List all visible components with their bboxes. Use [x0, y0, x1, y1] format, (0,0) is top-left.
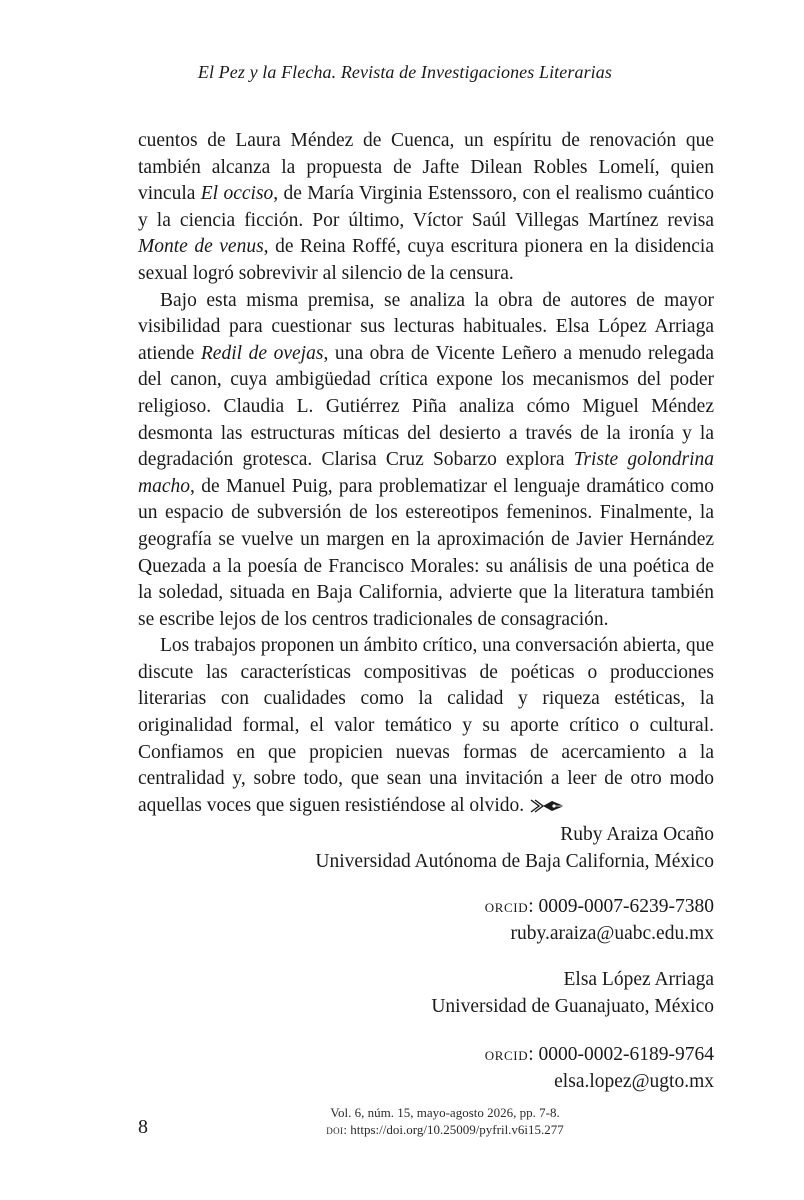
text-run: Bajo esta misma premisa, se analiza la obra de autores de mayor visibilidad para cuestionar sus lecturas habituales. Elsa López Arriaga atiende [138, 289, 714, 364]
orcid-id[interactable]: : 0009-0007-6239-7380 [528, 896, 714, 917]
orcid-label: orcid [484, 1044, 529, 1064]
orcid-line [154, 893, 714, 920]
paragraph-1 [138, 128, 714, 288]
orcid-id[interactable]: : 0000-0002-6189-9764 [528, 1044, 714, 1065]
doi-line [300, 1121, 590, 1138]
text-run: , de María Virginia Estenssoro, con el realismo cuántico y la ciencia ficción. Por último, Víctor Saúl Villegas Martínez revisa [138, 183, 714, 231]
contact-block-2 [154, 1041, 714, 1095]
text-run: Los trabajos proponen un ámbito crítico, una conversación abierta, que discute las características compositivas de poéticas o producciones literarias con cualidades como la calidad y riqueza estéticas, la originalidad formal, el valor temático y su aporte crítico o cultural. Confiamos en que propicien nuevas formas de acercamiento a la centralidad y, sobre todo, que sean una invitación a leer de otro modo aquellas voces que siguen resistiéndose al olvido. [138, 635, 714, 816]
italic-title: Triste golondrina macho [138, 449, 714, 497]
author-affiliation: Universidad de Guanajuato, México [431, 996, 714, 1017]
page-number: 8 [138, 1116, 148, 1138]
doi-link[interactable]: : https://doi.org/10.25009/pyfril.v6i15.277 [343, 1122, 564, 1137]
author-name: Ruby Araiza Ocaño [560, 824, 714, 845]
signature-block-2 [154, 966, 714, 1020]
author-name: Elsa López Arriaga [563, 969, 714, 990]
running-title: El Pez y la Flecha. Revista de Investigaciones Literarias [197, 62, 612, 82]
paragraph-3 [138, 633, 714, 819]
italic-title: Redil de ovejas [200, 342, 324, 364]
article-body [138, 128, 714, 819]
text-run: , de Reina Roffé, cuya escritura pionera en la disidencia sexual logró sobrevivir al silencio de la censura. [138, 236, 714, 284]
italic-title: El occiso [200, 183, 274, 205]
text-run: cuentos de Laura Méndez de Cuenca, un espíritu de renovación que también alcanza la propuesta de Jafte Dilean Robles Lomelí, quien vincula [138, 130, 714, 205]
author-email[interactable]: ruby.araiza@uabc.edu.mx [510, 923, 714, 944]
paragraph-2 [138, 288, 714, 634]
doi-label: doi [326, 1122, 344, 1137]
signature-block-1 [154, 821, 714, 875]
paragraph-3-text [138, 635, 714, 816]
orcid-label: orcid [484, 896, 529, 916]
journal-footer [300, 1104, 590, 1138]
text-run: , una obra de Vicente Leñero a menudo relegada del canon, cuya ambigüedad crítica expone los mecanismos del poder religioso. Claudia L. Gutiérrez Piña analiza cómo Miguel Méndez desmonta las estructuras míticas del desierto a través de la ironía y la degradación grotesca. Clarisa Cruz Sobarzo explora [138, 342, 715, 471]
contact-block-1 [154, 893, 714, 947]
author-affiliation: Universidad Autónoma de Baja California, México [315, 851, 714, 872]
pen-nib-arrow-icon [530, 798, 568, 814]
italic-title: Monte de venus [138, 236, 264, 258]
orcid-line [154, 1041, 714, 1068]
author-email[interactable]: elsa.lopez@ugto.mx [554, 1071, 714, 1092]
volume-info: Vol. 6, núm. 15, mayo-agosto 2026, pp. 7-8. [330, 1105, 560, 1120]
text-run: , de Manuel Puig, para problematizar el lenguaje dramático como un espacio de subversión de los estereotipos femeninos. Finalmente, la geografía se vuelve un margen en la aproximación de Javier Hernández Quezada a la poesía de Francisco Morales: su análisis de una poética de la soledad, situada en Baja California, advierte que la literatura también se escribe lejos de los centros tradicionales de consagración. [138, 475, 714, 630]
